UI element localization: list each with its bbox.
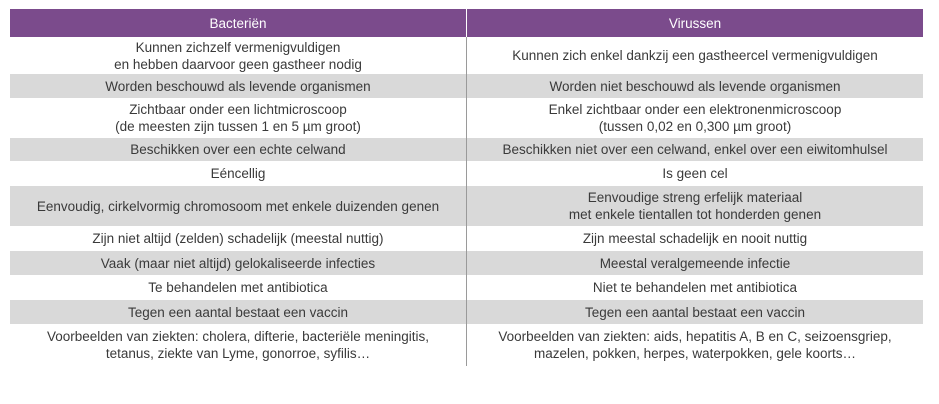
cell-line: Eenvoudige streng erfelijk materiaal	[587, 190, 803, 205]
bacteria-cell	[10, 251, 467, 275]
cell-line: Zijn meestal schadelijk en nooit nuttig	[582, 231, 808, 246]
table-header-row	[10, 9, 923, 37]
cell-line: Zichtbaar onder een lichtmicroscoop	[129, 102, 347, 117]
table-row	[10, 161, 923, 186]
table-row	[10, 226, 923, 251]
virus-cell	[467, 161, 924, 186]
cell-line: Eenvoudig, cirkelvormig chromosoom met enkele duizenden genen	[36, 198, 440, 214]
bacteria-cell	[10, 300, 467, 324]
cell-line: Tegen een aantal bestaat een vaccin	[585, 304, 805, 320]
virus-cell	[467, 275, 924, 300]
bacteria-cell	[10, 98, 467, 138]
virus-cell	[467, 138, 924, 161]
cell-line: (tussen 0,02 en 0,300 µm groot)	[598, 119, 792, 134]
table-row	[10, 324, 923, 366]
header-bacteria: Bacteriën	[10, 9, 467, 37]
virus-cell	[467, 251, 924, 275]
virus-cell	[467, 98, 924, 138]
cell-line: (de meesten zijn tussen 1 en 5 µm groot)	[115, 119, 361, 134]
cell-line: Vaak (maar niet altijd) gelokaliseerde infecties	[100, 255, 376, 271]
cell-line: Worden niet beschouwd als levende organismen	[549, 78, 841, 94]
table-row	[10, 37, 923, 74]
table-row	[10, 138, 923, 161]
cell-line: Worden beschouwd als levende organismen	[105, 78, 371, 94]
virus-cell	[467, 74, 924, 98]
virus-cell	[467, 186, 924, 226]
bacteria-cell	[10, 161, 467, 186]
table-row	[10, 251, 923, 275]
table-row	[10, 275, 923, 300]
virus-cell	[467, 37, 924, 74]
bacteria-cell	[10, 74, 467, 98]
virus-cell	[467, 300, 924, 324]
bacteria-cell	[10, 324, 467, 366]
table-row	[10, 300, 923, 324]
cell-line: Beschikken over een echte celwand	[130, 142, 346, 157]
comparison-table-container	[10, 9, 923, 366]
cell-line: Meestal veralgemeende infectie	[599, 255, 791, 271]
cell-line: met enkele tientallen tot honderden genen	[568, 207, 822, 222]
cell-line: Kunnen zich enkel dankzij een gastheercel vermenigvuldigen	[512, 48, 878, 63]
cell-line: Is geen cel	[662, 166, 728, 181]
table-row	[10, 186, 923, 226]
table-row	[10, 74, 923, 98]
cell-line: Beschikken niet over een celwand, enkel over een eiwitomhulsel	[502, 142, 888, 157]
virus-cell	[467, 324, 924, 366]
cell-line: Tegen een aantal bestaat een vaccin	[128, 304, 348, 320]
cell-line: Te behandelen met antibiotica	[148, 280, 328, 295]
cell-line: mazelen, pokken, herpes, waterpokken, gele koorts…	[534, 346, 856, 361]
cell-line: Voorbeelden van ziekten: cholera, difterie, bacteriële meningitis,	[47, 329, 429, 344]
bacteria-cell	[10, 37, 467, 74]
bacteria-cell	[10, 275, 467, 300]
bacteria-cell	[10, 186, 467, 226]
cell-line: Niet te behandelen met antibiotica	[592, 280, 798, 295]
bacteria-cell	[10, 226, 467, 251]
cell-line: Kunnen zichzelf vermenigvuldigen	[135, 39, 341, 55]
virus-cell	[467, 226, 924, 251]
cell-line: Eéncellig	[210, 166, 266, 181]
cell-line: Enkel zichtbaar onder een elektronenmicroscoop	[548, 102, 842, 117]
cell-line: Voorbeelden van ziekten: aids, hepatitis A, B en C, seizoensgriep,	[498, 329, 892, 344]
cell-line: Zijn niet altijd (zelden) schadelijk (meestal nuttig)	[92, 231, 384, 246]
cell-line: tetanus, ziekte van Lyme, gonorroe, syfilis…	[105, 346, 371, 361]
bacteria-cell	[10, 138, 467, 161]
cell-line: en hebben daarvoor geen gastheer nodig	[114, 56, 362, 72]
comparison-table	[10, 9, 923, 366]
header-virus: Virussen	[467, 9, 924, 37]
table-row	[10, 98, 923, 138]
